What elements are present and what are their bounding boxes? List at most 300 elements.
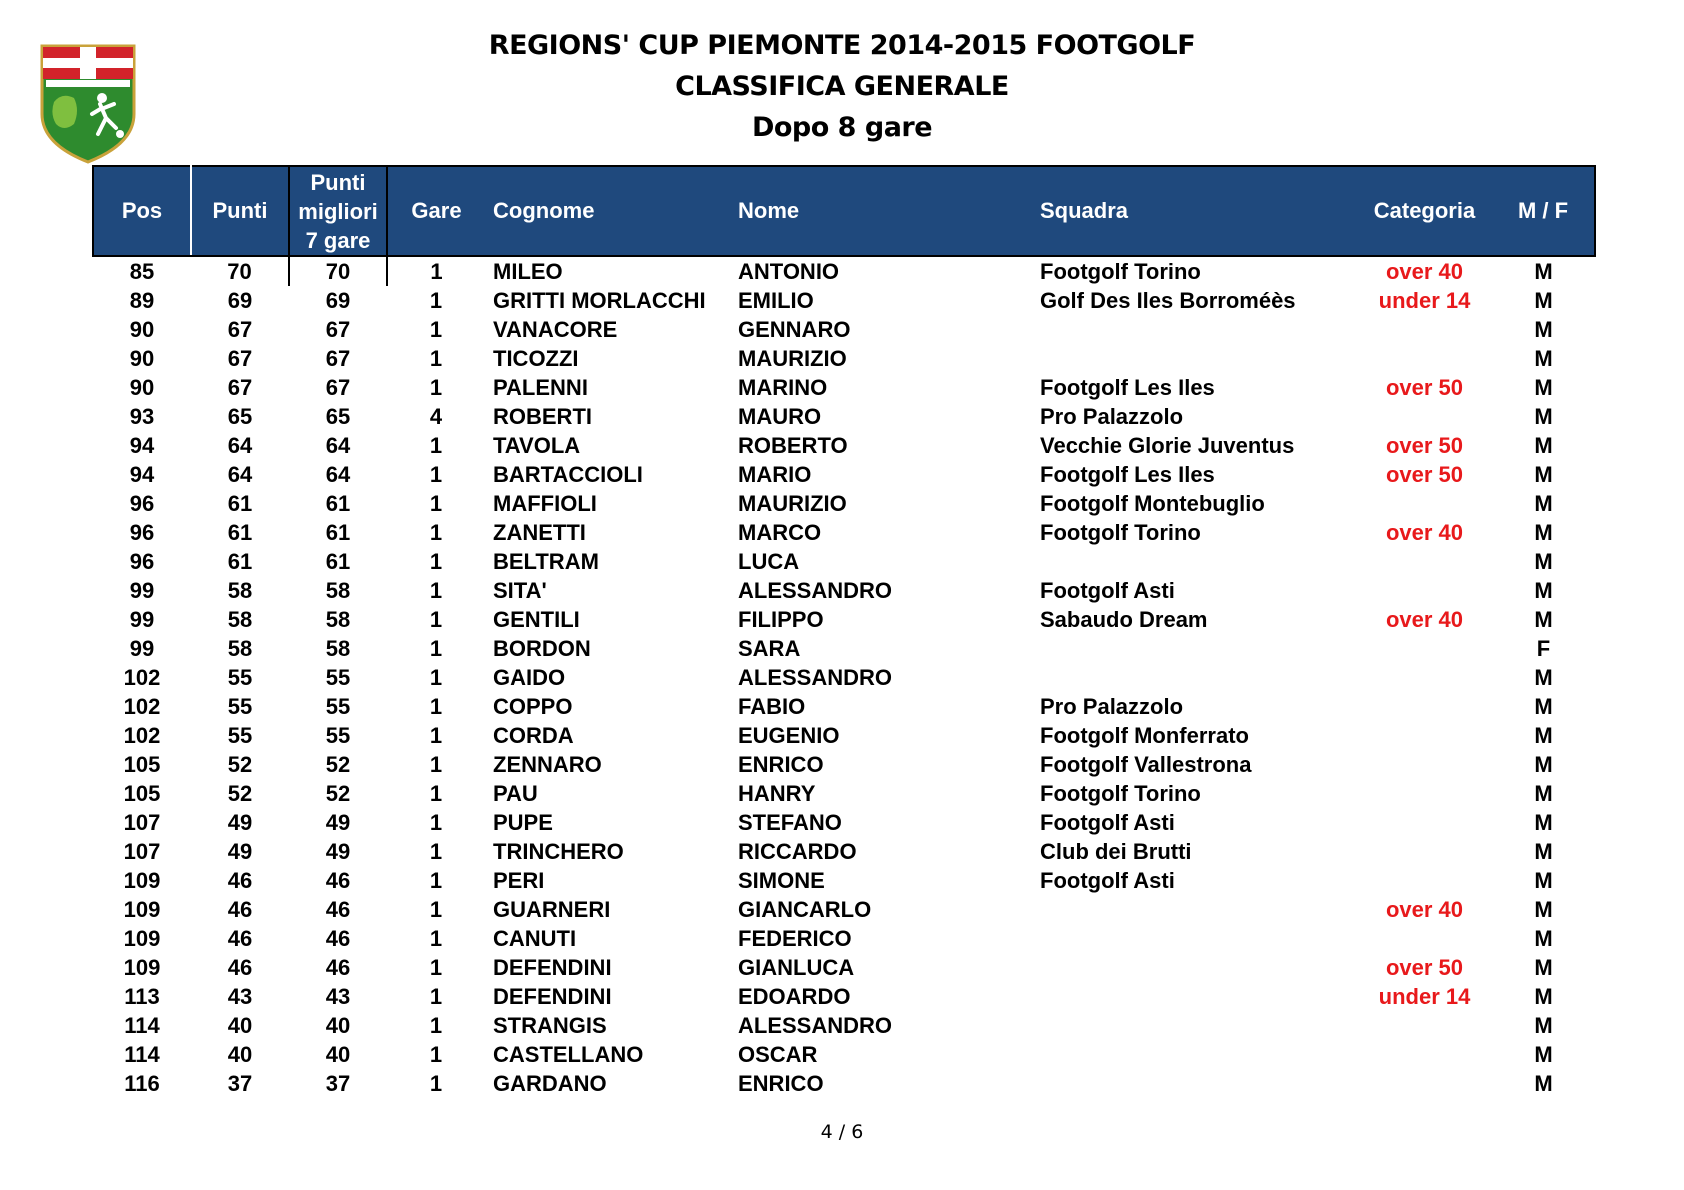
- cell-mf: M: [1534, 404, 1553, 429]
- cell-punti-migliori: 58: [325, 578, 351, 603]
- cell-squadra: Footgolf Torino: [1040, 781, 1201, 806]
- cell-mf: M: [1534, 288, 1553, 313]
- cell-pos: 89: [129, 288, 155, 313]
- table-row: [93, 431, 1595, 460]
- cell-categoria: [1357, 866, 1492, 895]
- cell-mf: M: [1534, 462, 1553, 487]
- cell-punti-migliori: 61: [325, 549, 351, 574]
- cell-punti-migliori: 58: [325, 636, 351, 661]
- cell-mf: M: [1534, 810, 1553, 835]
- cell-cognome: PERI: [493, 868, 545, 893]
- cell-punti: 43: [227, 984, 253, 1009]
- cell-punti: 64: [227, 433, 253, 458]
- table-row: [93, 924, 1595, 953]
- cell-punti-migliori: 46: [325, 897, 351, 922]
- cell-cognome: GAIDO: [493, 665, 566, 690]
- cell-squadra: [1032, 924, 1357, 953]
- cell-squadra: Golf Des Iles Borroméès: [1040, 288, 1296, 313]
- cell-pos: 107: [123, 810, 161, 835]
- cell-pos: 107: [123, 839, 161, 864]
- cell-categoria: [1357, 1069, 1492, 1098]
- cell-mf: M: [1534, 955, 1553, 980]
- cell-pos: 90: [129, 346, 155, 371]
- cell-cognome: SITA': [493, 578, 547, 603]
- cell-punti: 64: [227, 462, 253, 487]
- cell-gare: 1: [429, 897, 443, 922]
- cell-punti: 46: [227, 868, 253, 893]
- cell-punti: 61: [227, 549, 253, 574]
- cell-mf: M: [1534, 868, 1553, 893]
- col-header-punti-migliori-line1: Punti: [310, 169, 366, 195]
- cell-gare: 1: [429, 781, 443, 806]
- cell-categoria: over 40: [1385, 607, 1464, 632]
- cell-cognome: DEFENDINI: [493, 955, 612, 980]
- title-line-3: Dopo 8 gare: [751, 112, 933, 143]
- col-header-punti-migliori: [289, 166, 387, 256]
- cell-pos: 109: [123, 926, 161, 951]
- table-row: [93, 286, 1595, 315]
- cell-pos: 90: [129, 317, 155, 342]
- cell-punti: 61: [227, 491, 253, 516]
- cell-punti-migliori: 40: [325, 1042, 351, 1067]
- table-row: [93, 489, 1595, 518]
- cell-nome: EDOARDO: [738, 984, 851, 1009]
- cell-pos: 99: [129, 578, 155, 603]
- cell-punti: 58: [227, 578, 253, 603]
- cell-gare: 1: [429, 288, 443, 313]
- table-row: [93, 402, 1595, 431]
- cell-nome: HANRY: [738, 781, 816, 806]
- cell-punti-migliori: 49: [325, 810, 351, 835]
- cell-gare: 1: [429, 491, 443, 516]
- cell-cognome: GARDANO: [493, 1071, 607, 1096]
- cell-categoria: over 50: [1385, 375, 1464, 400]
- cell-mf: M: [1534, 694, 1553, 719]
- cell-punti-migliori: 55: [325, 665, 351, 690]
- cell-punti-migliori: 49: [325, 839, 351, 864]
- cell-mf: M: [1534, 1042, 1553, 1067]
- cell-gare: 1: [429, 810, 443, 835]
- cell-punti-migliori: 40: [325, 1013, 351, 1038]
- cell-gare: 1: [429, 1013, 443, 1038]
- cell-squadra: Footgolf Les Iles: [1040, 462, 1215, 487]
- cell-categoria: over 40: [1385, 520, 1464, 545]
- cell-punti: 58: [227, 607, 253, 632]
- cell-squadra: Sabaudo Dream: [1040, 607, 1208, 632]
- cell-nome: ALESSANDRO: [738, 578, 893, 603]
- cell-mf: M: [1534, 607, 1553, 632]
- cell-squadra: [1032, 982, 1357, 1011]
- cell-squadra: [1032, 663, 1357, 692]
- cell-pos: 96: [129, 491, 155, 516]
- cell-categoria: [1357, 489, 1492, 518]
- cell-categoria: [1357, 750, 1492, 779]
- cell-cognome: TICOZZI: [493, 346, 579, 371]
- cell-punti-migliori: 70: [289, 256, 387, 286]
- col-header-squadra: Squadra: [1032, 166, 1357, 256]
- cell-cognome: GUARNERI: [493, 897, 611, 922]
- cell-punti-migliori: 46: [325, 926, 351, 951]
- col-header-cognome: Cognome: [485, 166, 730, 256]
- cell-mf: M: [1534, 578, 1553, 603]
- cell-mf: M: [1534, 259, 1553, 284]
- cell-gare: 1: [429, 375, 443, 400]
- cell-punti-migliori: 61: [325, 520, 351, 545]
- col-header-pos: Pos: [93, 166, 191, 256]
- title-line-1: REGIONS' CUP PIEMONTE 2014-2015 FOOTGOLF: [488, 30, 1196, 61]
- cell-cognome: GRITTI MORLACCHI: [493, 288, 706, 313]
- table-row: [93, 1040, 1595, 1069]
- cell-nome: FILIPPO: [738, 607, 824, 632]
- cell-gare: 1: [429, 955, 443, 980]
- cell-cognome: PALENNI: [493, 375, 588, 400]
- cell-categoria: [1357, 779, 1492, 808]
- cell-squadra: Pro Palazzolo: [1040, 694, 1184, 719]
- footgolf-piemonte-logo: [40, 44, 136, 164]
- cell-gare: 1: [429, 723, 443, 748]
- cell-pos: 116: [124, 1071, 160, 1096]
- cell-punti: 46: [227, 897, 253, 922]
- page-number: 4 / 6: [820, 1121, 864, 1143]
- cell-gare: 1: [387, 256, 485, 286]
- cell-punti: 69: [227, 288, 253, 313]
- cell-nome: MARIO: [738, 462, 812, 487]
- cell-categoria: [1357, 692, 1492, 721]
- cell-categoria: [1357, 634, 1492, 663]
- cell-punti: 61: [227, 520, 253, 545]
- cell-punti: 46: [227, 955, 253, 980]
- cell-cognome: CANUTI: [493, 926, 577, 951]
- table-row: [93, 779, 1595, 808]
- cell-squadra: [1032, 1040, 1357, 1069]
- cell-squadra: Club dei Brutti: [1040, 839, 1192, 864]
- table-header-row: [93, 166, 1595, 256]
- cell-cognome: PAU: [493, 781, 538, 806]
- cell-mf: M: [1534, 433, 1553, 458]
- cell-categoria: [1357, 576, 1492, 605]
- table-row: [93, 721, 1595, 750]
- cell-nome: GIANCARLO: [738, 897, 872, 922]
- cell-categoria: [1357, 837, 1492, 866]
- cell-categoria: over 50: [1385, 955, 1464, 980]
- cell-cognome: STRANGIS: [493, 1013, 607, 1038]
- cell-squadra: Footgolf Asti: [1040, 578, 1175, 603]
- cell-punti-migliori: 55: [325, 723, 351, 748]
- cell-gare: 1: [429, 1071, 443, 1096]
- cell-nome: SARA: [738, 636, 801, 661]
- cell-nome: SIMONE: [738, 868, 825, 893]
- cell-punti: 67: [227, 317, 253, 342]
- cell-cognome: CASTELLANO: [493, 1042, 644, 1067]
- cell-mf: M: [1534, 926, 1553, 951]
- cell-mf: M: [1534, 1013, 1553, 1038]
- cell-categoria: under 14: [1378, 288, 1471, 313]
- cell-nome: MAURIZIO: [738, 491, 847, 516]
- cell-squadra: [1032, 1069, 1357, 1098]
- cell-categoria: [1357, 663, 1492, 692]
- cell-gare: 1: [429, 549, 443, 574]
- cell-cognome: BARTACCIOLI: [493, 462, 643, 487]
- cell-pos: 109: [123, 868, 161, 893]
- cell-categoria: over 50: [1385, 462, 1464, 487]
- cell-gare: 4: [429, 404, 443, 429]
- cell-cognome: BORDON: [493, 636, 591, 661]
- cell-cognome: TAVOLA: [493, 433, 581, 458]
- cell-punti-migliori: 43: [325, 984, 351, 1009]
- table-row: [93, 663, 1595, 692]
- cell-categoria: [1357, 1040, 1492, 1069]
- cell-nome: ROBERTO: [738, 433, 848, 458]
- table-row: [93, 982, 1595, 1011]
- table-row: [93, 605, 1595, 634]
- cell-punti: 40: [227, 1013, 253, 1038]
- table-row: [93, 750, 1595, 779]
- cell-punti-migliori: 64: [325, 462, 351, 487]
- standings-body: [93, 256, 1595, 1098]
- cell-punti: 37: [227, 1071, 253, 1096]
- cell-gare: 1: [429, 607, 443, 632]
- cell-punti-migliori: 46: [325, 868, 351, 893]
- cell-cognome: BELTRAM: [493, 549, 599, 574]
- cell-punti-migliori: 61: [325, 491, 351, 516]
- cell-gare: 1: [429, 433, 443, 458]
- cell-pos: 102: [123, 694, 161, 719]
- table-row: [93, 837, 1595, 866]
- col-header-nome: Nome: [730, 166, 1032, 256]
- table-row: [93, 547, 1595, 576]
- cell-mf: M: [1534, 375, 1553, 400]
- cell-punti: 52: [227, 752, 253, 777]
- cell-gare: 1: [429, 752, 443, 777]
- cell-pos: 93: [129, 404, 155, 429]
- table-row: [93, 576, 1595, 605]
- cell-categoria: [1357, 1011, 1492, 1040]
- cell-mf: M: [1534, 520, 1553, 545]
- cell-mf: F: [1536, 636, 1551, 661]
- table-row: [93, 344, 1595, 373]
- cell-squadra: Footgolf Torino: [1040, 259, 1201, 284]
- cell-gare: 1: [429, 520, 443, 545]
- cell-mf: M: [1534, 346, 1553, 371]
- cell-punti-migliori: 67: [325, 317, 351, 342]
- cell-nome: ENRICO: [738, 1071, 824, 1096]
- cell-cognome: PUPE: [493, 810, 553, 835]
- cell-gare: 1: [429, 462, 443, 487]
- cell-pos: 109: [123, 897, 161, 922]
- cell-categoria: under 14: [1378, 984, 1471, 1009]
- cell-squadra: [1032, 1011, 1357, 1040]
- cell-nome: ANTONIO: [738, 259, 840, 284]
- cell-cognome: ROBERTI: [493, 404, 592, 429]
- cell-nome: EUGENIO: [738, 723, 840, 748]
- cell-categoria: [1357, 721, 1492, 750]
- cell-gare: 1: [429, 317, 443, 342]
- cell-punti: 67: [227, 346, 253, 371]
- cell-punti-migliori: 67: [325, 375, 351, 400]
- cell-categoria: over 40: [1385, 897, 1464, 922]
- cell-gare: 1: [429, 839, 443, 864]
- cell-nome: RICCARDO: [738, 839, 857, 864]
- col-header-gare: Gare: [387, 166, 485, 256]
- cell-punti: 49: [227, 839, 253, 864]
- cell-nome: GENNARO: [738, 317, 851, 342]
- cell-squadra: Footgolf Montebuglio: [1040, 491, 1265, 516]
- cell-cognome: CORDA: [493, 723, 574, 748]
- cell-squadra: [1032, 895, 1357, 924]
- cell-punti: 52: [227, 781, 253, 806]
- cell-pos: 99: [129, 607, 155, 632]
- cell-mf: M: [1534, 897, 1553, 922]
- cell-punti-migliori: 46: [325, 955, 351, 980]
- cell-punti-migliori: 67: [325, 346, 351, 371]
- cell-cognome: MAFFIOLI: [493, 491, 597, 516]
- cell-categoria: [1357, 402, 1492, 431]
- cell-pos: 96: [129, 549, 155, 574]
- cell-squadra: [1032, 344, 1357, 373]
- cell-squadra: [1032, 547, 1357, 576]
- cell-punti-migliori: 52: [325, 781, 351, 806]
- cell-pos: 96: [129, 520, 155, 545]
- table-row: [93, 518, 1595, 547]
- cell-mf: M: [1534, 723, 1553, 748]
- col-header-mf: M / F: [1492, 166, 1595, 256]
- table-row: [93, 1069, 1595, 1098]
- cell-cognome: MILEO: [493, 259, 563, 284]
- cell-squadra: [1032, 953, 1357, 982]
- cell-nome: ENRICO: [738, 752, 824, 777]
- cell-nome: MAURIZIO: [738, 346, 847, 371]
- standings-table: [92, 165, 1596, 1098]
- cell-mf: M: [1534, 1071, 1553, 1096]
- cell-gare: 1: [429, 578, 443, 603]
- cell-squadra: Pro Palazzolo: [1040, 404, 1184, 429]
- cell-punti: 46: [227, 926, 253, 951]
- cell-punti-migliori: 58: [325, 607, 351, 632]
- cell-punti-migliori: 52: [325, 752, 351, 777]
- cell-punti-migliori: 55: [325, 694, 351, 719]
- cell-squadra: Footgolf Asti: [1040, 810, 1175, 835]
- cell-gare: 1: [429, 636, 443, 661]
- cell-cognome: VANACORE: [493, 317, 618, 342]
- cell-pos: 113: [124, 984, 160, 1009]
- cell-punti-migliori: 64: [325, 433, 351, 458]
- table-row: [93, 692, 1595, 721]
- cell-categoria: [1357, 808, 1492, 837]
- cell-punti: 55: [227, 694, 253, 719]
- cell-punti-migliori: 65: [325, 404, 351, 429]
- cell-pos: 102: [123, 723, 161, 748]
- cell-cognome: DEFENDINI: [493, 984, 612, 1009]
- cell-nome: MARINO: [738, 375, 828, 400]
- col-header-punti: Punti: [191, 166, 289, 256]
- cell-nome: MAURO: [738, 404, 822, 429]
- table-row: [93, 373, 1595, 402]
- cell-nome: GIANLUCA: [738, 955, 855, 980]
- table-row: [93, 953, 1595, 982]
- cell-punti: 58: [227, 636, 253, 661]
- cell-squadra: Vecchie Glorie Juventus: [1040, 433, 1295, 458]
- cell-pos: 105: [123, 752, 161, 777]
- cell-squadra: Footgolf Monferrato: [1040, 723, 1249, 748]
- cell-punti: 70: [227, 259, 252, 284]
- cell-nome: LUCA: [738, 549, 800, 574]
- cell-punti: 55: [227, 723, 253, 748]
- cell-cognome: GENTILI: [493, 607, 580, 632]
- cell-punti-migliori: 69: [325, 288, 351, 313]
- cell-cognome: COPPO: [493, 694, 573, 719]
- cell-pos: 105: [123, 781, 161, 806]
- cell-nome: STEFANO: [738, 810, 842, 835]
- cell-categoria: [1357, 315, 1492, 344]
- cell-cognome: ZENNARO: [493, 752, 602, 777]
- cell-punti: 65: [227, 404, 253, 429]
- table-row: [93, 1011, 1595, 1040]
- table-row: [93, 808, 1595, 837]
- cell-punti: 67: [227, 375, 253, 400]
- cell-gare: 1: [429, 1042, 443, 1067]
- cell-squadra: [1032, 634, 1357, 663]
- cell-pos: 94: [129, 433, 155, 458]
- cell-mf: M: [1534, 317, 1553, 342]
- cell-punti: 55: [227, 665, 253, 690]
- table-row: [93, 460, 1595, 489]
- cell-mf: M: [1534, 839, 1553, 864]
- cell-categoria: [1357, 924, 1492, 953]
- cell-nome: ALESSANDRO: [738, 1013, 893, 1038]
- col-header-punti-migliori-line3: 7 gare: [305, 227, 371, 253]
- cell-squadra: Footgolf Les Iles: [1040, 375, 1215, 400]
- cell-pos: 99: [129, 636, 155, 661]
- cell-squadra: [1032, 315, 1357, 344]
- cell-gare: 1: [429, 868, 443, 893]
- cell-gare: 1: [429, 694, 443, 719]
- cell-mf: M: [1534, 984, 1553, 1009]
- cell-nome: FEDERICO: [738, 926, 852, 951]
- cell-nome: EMILIO: [738, 288, 814, 313]
- cell-nome: MARCO: [738, 520, 822, 545]
- cell-pos: 90: [129, 375, 155, 400]
- cell-gare: 1: [429, 346, 443, 371]
- cell-gare: 1: [429, 926, 443, 951]
- title-line-2: CLASSIFICA GENERALE: [675, 71, 1009, 102]
- table-row: [93, 634, 1595, 663]
- cell-pos: 102: [123, 665, 161, 690]
- cell-squadra: Footgolf Vallestrona: [1040, 752, 1252, 777]
- cell-cognome: TRINCHERO: [493, 839, 624, 864]
- table-row: [93, 256, 1595, 286]
- cell-punti: 49: [227, 810, 253, 835]
- col-header-categoria: Categoria: [1357, 166, 1492, 256]
- cell-cognome: ZANETTI: [493, 520, 586, 545]
- cell-nome: OSCAR: [738, 1042, 818, 1067]
- cell-nome: FABIO: [738, 694, 806, 719]
- cell-squadra: Footgolf Asti: [1040, 868, 1175, 893]
- table-row: [93, 315, 1595, 344]
- cell-gare: 1: [429, 665, 443, 690]
- cell-mf: M: [1534, 549, 1553, 574]
- cell-mf: M: [1534, 781, 1553, 806]
- cell-pos: 109: [123, 955, 161, 980]
- table-row: [93, 895, 1595, 924]
- cell-mf: M: [1534, 491, 1553, 516]
- cell-categoria: over 40: [1385, 259, 1464, 284]
- cell-mf: M: [1534, 752, 1553, 777]
- cell-nome: ALESSANDRO: [738, 665, 893, 690]
- cell-categoria: [1357, 344, 1492, 373]
- cell-categoria: [1357, 547, 1492, 576]
- cell-squadra: Footgolf Torino: [1040, 520, 1201, 545]
- cell-punti-migliori: 37: [325, 1071, 351, 1096]
